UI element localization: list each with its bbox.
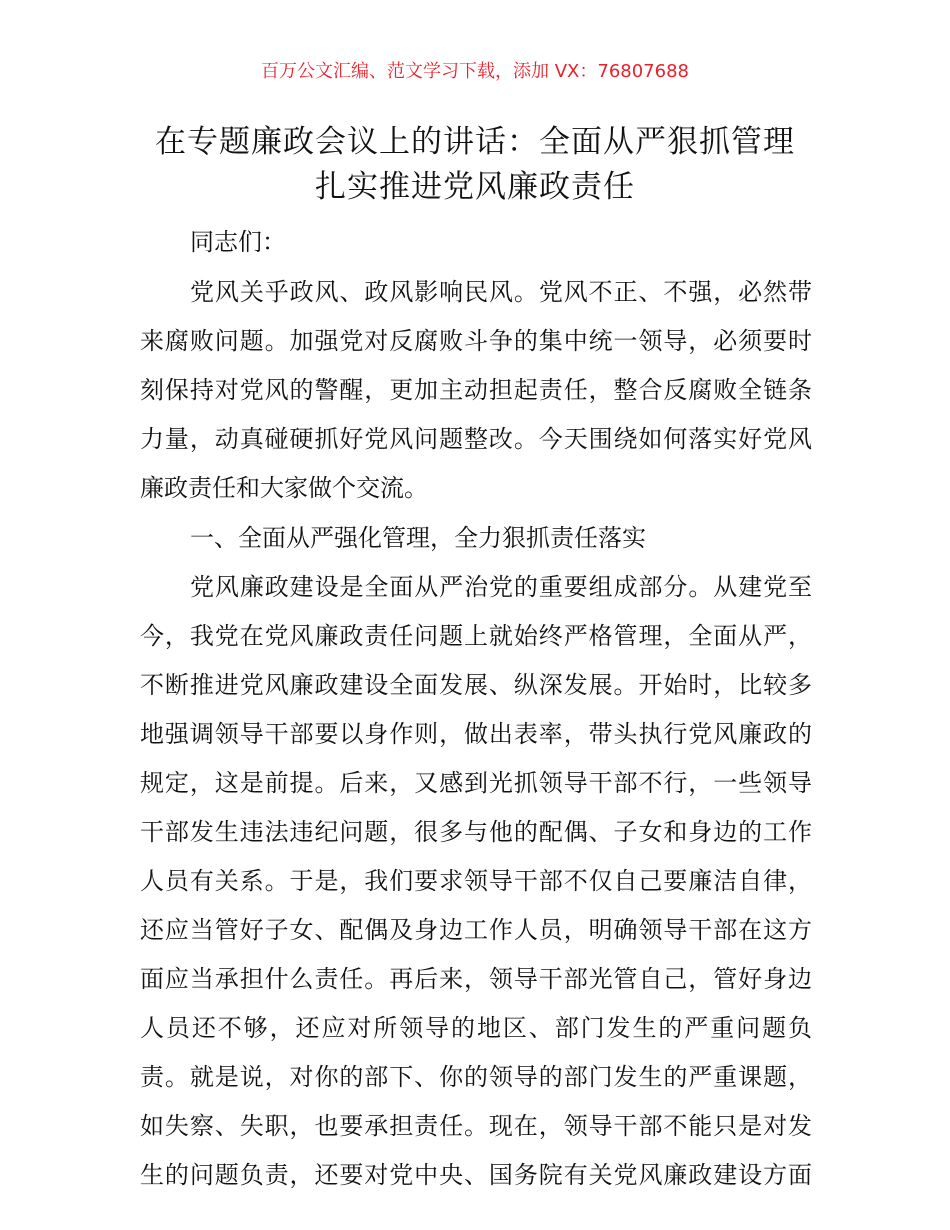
paragraph-line: 生的问题负责，还要对党中央、国务院有关党风廉政建设方面 — [140, 1161, 812, 1189]
paragraph-line: 党风廉政建设是全面从严治党的重要组成部分。从建党至 — [190, 573, 812, 601]
paragraph-line: 来腐败问题。加强党对反腐败斗争的集中统一领导，必须要时 — [140, 327, 812, 355]
paragraph-line: 力量，动真碰硬抓好党风问题整改。今天围绕如何落实好党风 — [140, 425, 812, 453]
salutation: 同志们： — [190, 228, 286, 256]
section-heading: 一、全面从严强化管理，全力狠抓责任落实 — [190, 524, 646, 552]
paragraph-line: 地强调领导干部要以身作则，做出表率，带头执行党风廉政的 — [140, 720, 812, 748]
paragraph-line: 党风关乎政风、政风影响民风。党风不正、不强，必然带 — [190, 278, 812, 306]
paragraph-line: 人员还不够，还应对所领导的地区、部门发生的严重问题负 — [140, 1014, 812, 1042]
document-title-line-1: 在专题廉政会议上的讲话：全面从严狠抓管理 — [155, 124, 795, 160]
paragraph-line: 干部发生违法违纪问题，很多与他的配偶、子女和身边的工作 — [140, 818, 812, 846]
watermark-banner: 百万公文汇编、范文学习下载，添加 VX：76807688 — [261, 61, 689, 82]
paragraph-line: 责。就是说，对你的部下、你的领导的部门发生的严重课题， — [140, 1063, 812, 1091]
paragraph-line: 如失察、失职，也要承担责任。现在，领导干部不能只是对发 — [140, 1112, 812, 1140]
paragraph-line: 今，我党在党风廉政责任问题上就始终严格管理，全面从严， — [140, 622, 812, 650]
paragraph-line: 规定，这是前提。后来，又感到光抓领导干部不行，一些领导 — [140, 769, 812, 797]
paragraph-line: 还应当管好子女、配偶及身边工作人员，明确领导干部在这方 — [140, 916, 812, 944]
paragraph-line: 不断推进党风廉政建设全面发展、纵深发展。开始时，比较多 — [140, 671, 812, 699]
paragraph-line: 人员有关系。于是，我们要求领导干部不仅自己要廉洁自律， — [140, 867, 812, 895]
document-title-line-2: 扎实推进党风廉政责任 — [315, 169, 635, 205]
paragraph-line: 刻保持对党风的警醒，更加主动担起责任，整合反腐败全链条 — [140, 376, 812, 404]
paragraph-line: 面应当承担什么责任。再后来，领导干部光管自己，管好身边 — [140, 965, 812, 993]
paragraph-line: 廉政责任和大家做个交流。 — [140, 474, 428, 502]
